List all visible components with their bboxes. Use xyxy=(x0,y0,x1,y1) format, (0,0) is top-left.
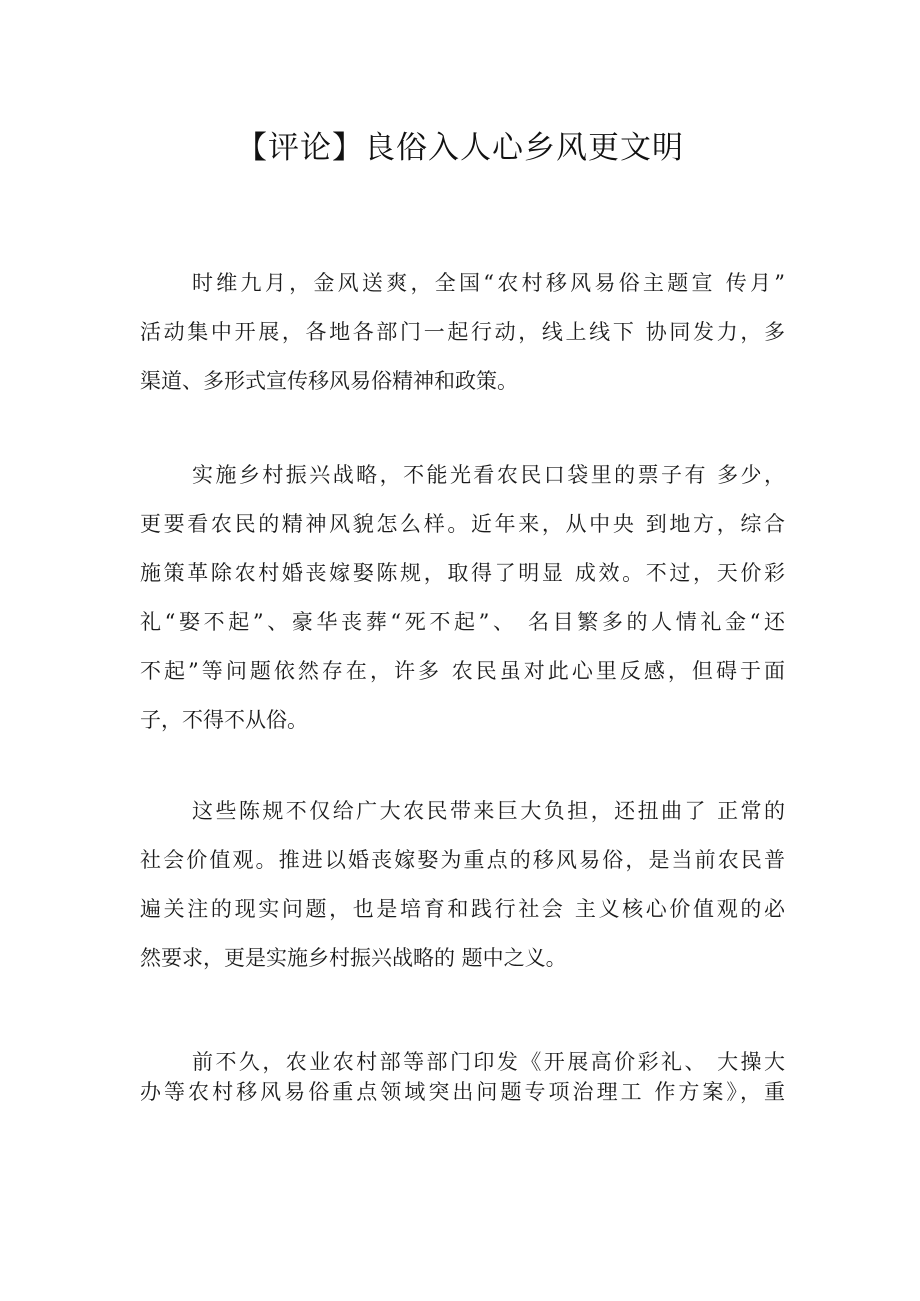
document-title: 【评论】良俗入人心乡风更文明 xyxy=(236,130,684,166)
paragraph-4 xyxy=(140,1047,785,1107)
paragraph-line: 时维九月，金风送爽，全国“农村移风易俗主题宣 传月” xyxy=(192,271,785,295)
paragraph-line: 然要求，更是实施乡村振兴战略的 题中之义。 xyxy=(140,946,567,970)
paragraph-line: 更要看农民的精神风貌怎么样。近年来，从中央 到地方，综合 xyxy=(140,512,785,536)
paragraph-line: 实施乡村振兴战略，不能光看农民口袋里的票子有 多少， xyxy=(192,463,785,487)
paragraph-3 xyxy=(140,787,785,983)
paragraph-line: 不起”等问题依然存在，许多 农民虽对此心里反感，但碍于面 xyxy=(140,659,785,683)
paragraph-line: 礼“娶不起”、豪华丧葬“死不起”、 名目繁多的人情礼金“还 xyxy=(140,610,785,634)
paragraph-line: 渠道、多形式宣传移风易俗精神和政策。 xyxy=(140,369,518,393)
paragraph-line: 前不久，农业农村部等部门印发《开展高价彩礼、 大操大 xyxy=(192,1050,785,1074)
paragraph-line: 这些陈规不仅给广大农民带来巨大负担，还扭曲了 正常的 xyxy=(192,799,785,823)
paragraph-line: 子，不得不从俗。 xyxy=(140,708,308,732)
paragraph-line: 施策革除农村婚丧嫁娶陈规，取得了明显 成效。不过，天价彩 xyxy=(140,561,785,585)
paragraph-line: 活动集中开展，各地各部门一起行动，线上线下 协同发力，多 xyxy=(140,320,785,344)
paragraph-1 xyxy=(140,259,785,406)
paragraph-line: 遍关注的现实问题，也是培育和践行社会 主义核心价值观的必 xyxy=(140,897,785,921)
paragraph-line: 办等农村移风易俗重点领域突出问题专项治理工 作方案》，重 xyxy=(140,1080,785,1104)
paragraph-line: 社会价值观。推进以婚丧嫁娶为重点的移风易俗，是当前农民普 xyxy=(140,848,785,872)
paragraph-2 xyxy=(140,451,785,745)
